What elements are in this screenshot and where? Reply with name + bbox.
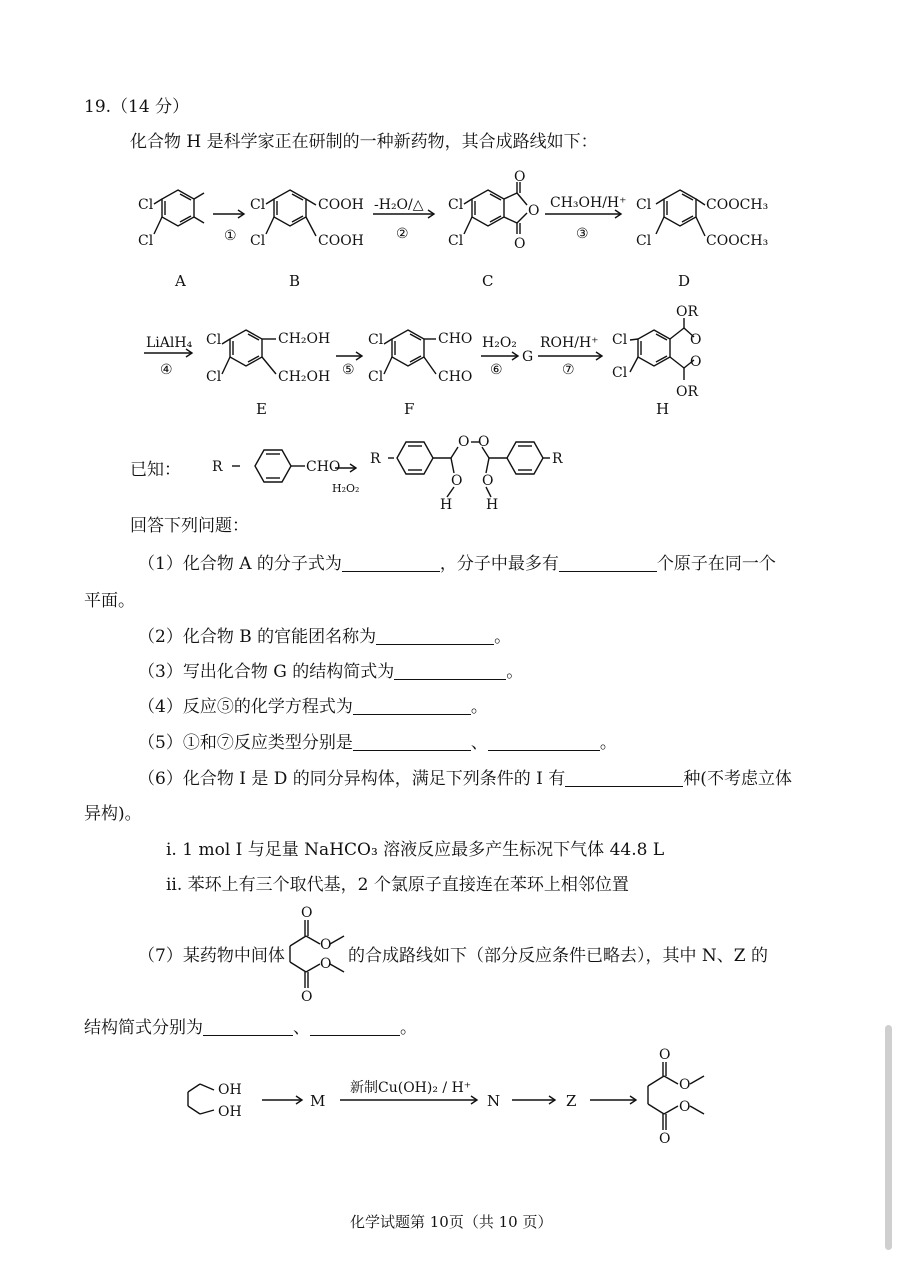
route2-condition: 新制Cu(OH)₂ / H⁺ <box>350 1080 472 1096</box>
step-6-label: ⑥ <box>490 362 503 378</box>
question-header: 19.（14 分） <box>84 97 190 117</box>
q5-text-a: （5）①和⑦反应类型分别是 <box>138 733 353 753</box>
B-cooh-bottom: COOH <box>318 233 364 249</box>
q2-text-a: （2）化合物 B 的官能团名称为 <box>138 627 377 647</box>
label-F: F <box>404 400 415 418</box>
q7-o-ester2: O <box>320 956 332 972</box>
C-cl-top: Cl <box>448 197 464 213</box>
F-cl-bottom: Cl <box>368 369 384 385</box>
q5-text-b: 、 <box>470 733 488 753</box>
product-o-bottom: O <box>659 1131 671 1147</box>
E-ch2oh-top: CH₂OH <box>278 331 331 347</box>
E-cl-bottom: Cl <box>206 369 222 385</box>
q7-text-b: 的合成路线如下（部分反应条件已略去），其中 N、Z 的 <box>348 946 768 966</box>
q5-text-c: 。 <box>599 733 617 753</box>
diol-oh-bottom: OH <box>218 1104 242 1120</box>
q7-text-a: （7）某药物中间体 <box>138 946 285 966</box>
C-cl-bottom: Cl <box>448 233 464 249</box>
question-intro: 化合物 H 是科学家正在研制的一种新药物，其合成路线如下： <box>130 132 598 152</box>
compound-Z: Z <box>566 1092 577 1110</box>
product-o-top: O <box>659 1047 671 1063</box>
A-cl-top: Cl <box>138 197 154 213</box>
label-A: A <box>175 272 186 290</box>
known-r-left: R <box>212 459 223 475</box>
q4-text-b: 。 <box>470 697 488 717</box>
D-cooch3-bottom: COOCH₃ <box>706 233 769 249</box>
H-or-bottom: OR <box>676 384 699 400</box>
E-ch2oh-bottom: CH₂OH <box>278 369 331 385</box>
label-C: C <box>482 272 494 290</box>
E-cl-top: Cl <box>206 332 222 348</box>
q6-text-c: 异构)。 <box>84 804 142 824</box>
known-h2o2: H₂O₂ <box>332 482 360 495</box>
q3-text-a: （3）写出化合物 G 的结构简式为 <box>138 662 395 682</box>
known-h-2: H <box>486 497 499 513</box>
B-cl-top: Cl <box>250 197 266 213</box>
q6-text-a: （6）化合物 I 是 D 的同分异构体，满足下列条件的 I 有 <box>138 769 566 789</box>
known-o-4: O <box>482 473 494 489</box>
D-cooch3-top: COOCH₃ <box>706 197 769 213</box>
step-7-label: ⑦ <box>562 362 575 378</box>
label-E: E <box>256 400 267 418</box>
step-3-label: ③ <box>576 226 589 242</box>
q3-text-b: 。 <box>506 662 524 682</box>
q7-o-bottom: O <box>301 989 313 1005</box>
condition-4: LiAlH₄ <box>146 335 193 351</box>
condition-7: ROH/H⁺ <box>540 335 599 351</box>
known-cho: CHO <box>306 459 341 475</box>
product-o-ester2: O <box>679 1099 691 1115</box>
condition-3: CH₃OH/H⁺ <box>550 195 627 211</box>
known-o-1: O <box>458 434 470 450</box>
q6-text-b: 种(不考虑立体 <box>683 769 792 789</box>
compound-M: M <box>310 1092 326 1110</box>
step-2-label: ② <box>396 226 409 242</box>
product-o-ester1: O <box>679 1077 691 1093</box>
known-h-1: H <box>440 497 453 513</box>
H-cl-top: Cl <box>612 332 628 348</box>
q2-text-b: 。 <box>494 627 512 647</box>
q6-condition-i: i. 1 mol I 与足量 NaHCO₃ 溶液反应最多产生标况下气体 44.8 L <box>166 840 665 860</box>
condition-2: -H₂O/△ <box>374 197 424 213</box>
step-5-label: ⑤ <box>342 362 355 378</box>
C-o-bottom: O <box>514 236 526 252</box>
C-o-top: O <box>514 169 526 185</box>
D-cl-top: Cl <box>636 197 652 213</box>
compound-N: N <box>487 1092 501 1110</box>
label-D: D <box>678 272 691 290</box>
q1-text-b: ，分子中最多有 <box>439 554 559 574</box>
H-or-top: OR <box>676 304 699 320</box>
q1-text-d: 平面。 <box>84 591 135 611</box>
q1-text-c: 个原子在同一个 <box>656 554 776 574</box>
step-4-label: ④ <box>160 362 173 378</box>
step-1-label: ① <box>224 228 237 244</box>
H-cl-bottom: Cl <box>612 365 628 381</box>
H-o-2: O <box>690 354 702 370</box>
F-cl-top: Cl <box>368 332 384 348</box>
q4-text-a: （4）反应⑤的化学方程式为 <box>138 697 353 717</box>
known-o-3: O <box>451 473 463 489</box>
answer-intro: 回答下列问题： <box>130 516 249 536</box>
diol-oh-top: OH <box>218 1082 242 1098</box>
B-cl-bottom: Cl <box>250 233 266 249</box>
D-cl-bottom: Cl <box>636 233 652 249</box>
label-H: H <box>656 400 670 418</box>
page-footer: 化学试题第 10页（共 10 页） <box>350 1213 553 1231</box>
F-cho-bottom: CHO <box>438 369 473 385</box>
q7-text-e: 。 <box>400 1018 417 1038</box>
A-cl-bottom: Cl <box>138 233 154 249</box>
compound-G: G <box>522 349 534 365</box>
H-o-1: O <box>690 332 702 348</box>
F-cho-top: CHO <box>438 331 473 347</box>
known-label: 已知： <box>130 460 181 480</box>
known-o-2: O <box>478 434 490 450</box>
label-B: B <box>289 272 301 290</box>
q7-text-d: 、 <box>293 1018 310 1038</box>
C-o-ring: O <box>528 203 540 219</box>
known-r-right: R <box>552 451 563 467</box>
q7-o-top: O <box>301 905 313 921</box>
q7-o-ester1: O <box>320 937 332 953</box>
condition-6: H₂O₂ <box>482 335 517 351</box>
q7-text-c: 结构简式分别为 <box>84 1018 203 1038</box>
q6-condition-ii: ii. 苯环上有三个取代基，2 个氯原子直接连在苯环上相邻位置 <box>166 875 629 895</box>
scrollbar[interactable] <box>885 1025 892 1250</box>
B-cooh-top: COOH <box>318 197 364 213</box>
q1-text-a: （1）化合物 A 的分子式为 <box>138 554 342 574</box>
known-r-mid: R <box>370 451 381 467</box>
